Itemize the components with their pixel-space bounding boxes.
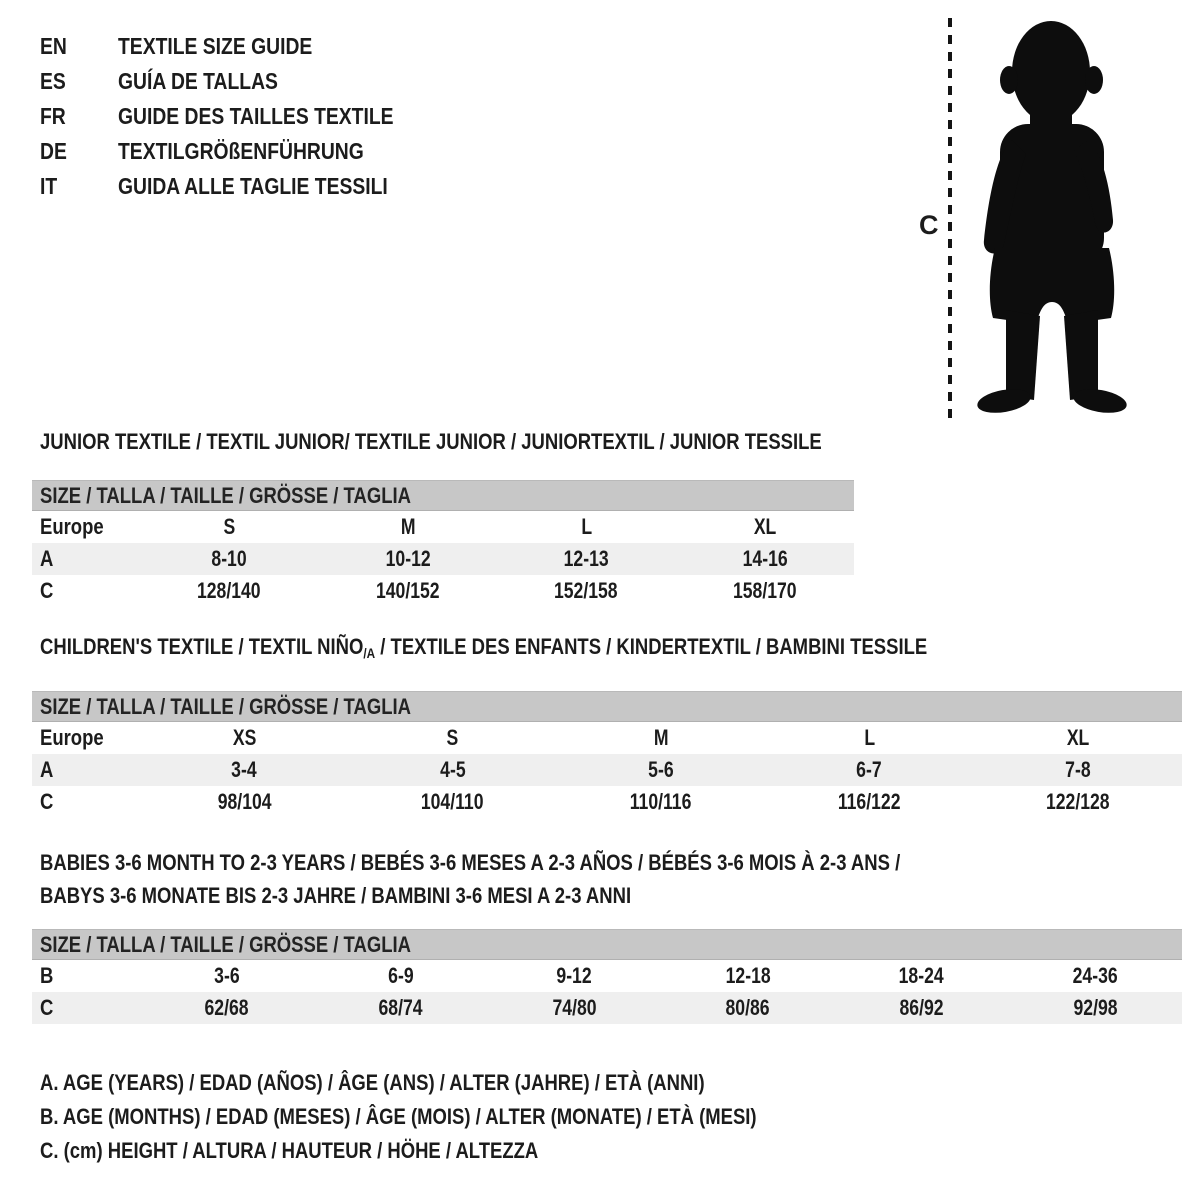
size-value-cell: 7-8 bbox=[1065, 757, 1091, 782]
size-value-cell: 6-9 bbox=[387, 963, 414, 988]
measurement-legend bbox=[40, 1066, 893, 1168]
legend-line-c: C. (cm) HEIGHT / ALTURA / HAUTEUR / HÖHE / ALTEZZA bbox=[40, 1138, 539, 1163]
table-row-c bbox=[32, 786, 1182, 818]
size-value-cell: 4-5 bbox=[439, 757, 466, 782]
size-value-cell: 158/170 bbox=[732, 578, 797, 603]
size-value-cell: 24-36 bbox=[1072, 963, 1118, 988]
table-row-europe bbox=[32, 722, 1182, 755]
size-value-cell: L bbox=[580, 514, 592, 539]
size-value-cell: S bbox=[446, 725, 459, 750]
babies-heading-line2: BABYS 3-6 MONATE BIS 2-3 JAHRE / BAMBINI 3-6 MESI A 2-3 ANNI bbox=[40, 883, 632, 908]
size-value-cell: 12-18 bbox=[725, 963, 771, 988]
size-header-bar: SIZE / TALLA / TAILLE / GRÖSSE / TAGLIA bbox=[32, 481, 854, 511]
legend-line-a: A. AGE (YEARS) / EDAD (AÑOS) / ÂGE (ANS) / ALTER (JAHRE) / ETÀ (ANNI) bbox=[40, 1070, 705, 1095]
size-value-cell: 62/68 bbox=[204, 995, 249, 1020]
language-title: TEXTILE SIZE GUIDE bbox=[118, 33, 313, 59]
row-label: C bbox=[40, 578, 54, 603]
language-title-block bbox=[40, 29, 446, 204]
language-row-fr bbox=[40, 99, 446, 134]
row-label: A bbox=[40, 757, 54, 782]
size-value-cell: 86/92 bbox=[899, 995, 944, 1020]
junior-section-heading: JUNIOR TEXTILE / TEXTIL JUNIOR/ TEXTILE JUNIOR / JUNIORTEXTIL / JUNIOR TESSILE bbox=[40, 429, 822, 454]
language-code: ES bbox=[40, 68, 66, 94]
size-value-cell: 74/80 bbox=[552, 995, 597, 1020]
language-title: GUIDA ALLE TAGLIE TESSILI bbox=[118, 173, 388, 199]
table-row-europe bbox=[32, 511, 854, 544]
table-row-a bbox=[32, 754, 1182, 786]
babies-section-heading bbox=[40, 846, 1064, 912]
size-value-cell: 3-6 bbox=[214, 963, 240, 988]
size-value-cell: 128/140 bbox=[197, 578, 262, 603]
size-value-cell: 12-13 bbox=[563, 546, 609, 571]
size-value-cell: 98/104 bbox=[217, 789, 272, 814]
language-row-en bbox=[40, 29, 446, 64]
size-value-cell: S bbox=[223, 514, 236, 539]
junior-size-table bbox=[32, 480, 854, 607]
table-header-bar-row bbox=[32, 692, 1182, 722]
size-value-cell: XS bbox=[232, 725, 256, 750]
row-label: Europe bbox=[40, 514, 104, 539]
row-label: B bbox=[40, 963, 54, 988]
size-value-cell: M bbox=[653, 725, 669, 750]
language-code: FR bbox=[40, 103, 66, 129]
legend-line-b: B. AGE (MONTHS) / EDAD (MESES) / ÂGE (MOIS) / ALTER (MONATE) / ETÀ (MESI) bbox=[40, 1104, 757, 1129]
row-label: A bbox=[40, 546, 54, 571]
language-title: GUIDE DES TAILLES TEXTILE bbox=[118, 103, 394, 129]
language-row-it bbox=[40, 169, 446, 204]
babies-heading-line1: BABIES 3-6 MONTH TO 2-3 YEARS / BEBÉS 3-6 MESES A 2-3 AÑOS / BÉBÉS 3-6 MOIS À 2-3 ANS / bbox=[40, 850, 901, 875]
size-value-cell: 110/116 bbox=[630, 789, 692, 814]
table-header-bar-row bbox=[32, 930, 1182, 960]
size-value-cell: 140/152 bbox=[375, 578, 440, 603]
size-header-bar: SIZE / TALLA / TAILLE / GRÖSSE / TAGLIA bbox=[32, 692, 1182, 722]
language-row-de bbox=[40, 134, 446, 169]
language-row-es bbox=[40, 64, 446, 99]
table-row-b bbox=[32, 960, 1182, 993]
size-value-cell: 92/98 bbox=[1073, 995, 1118, 1020]
table-header-bar-row bbox=[32, 481, 854, 511]
size-value-cell: 6-7 bbox=[856, 757, 883, 782]
size-value-cell: 122/128 bbox=[1045, 789, 1110, 814]
nino-a-subscript: /A bbox=[363, 645, 376, 661]
size-value-cell: 18-24 bbox=[898, 963, 944, 988]
language-title: TEXTILGRÖßENFÜHRUNG bbox=[118, 138, 364, 164]
size-header-bar: SIZE / TALLA / TAILLE / GRÖSSE / TAGLIA bbox=[32, 930, 1182, 960]
language-code: DE bbox=[40, 138, 67, 164]
size-value-cell: L bbox=[863, 725, 875, 750]
size-value-cell: 116/122 bbox=[838, 789, 901, 814]
toddler-silhouette-icon bbox=[964, 18, 1134, 418]
size-value-cell: 104/110 bbox=[421, 789, 484, 814]
size-value-cell: 3-4 bbox=[231, 757, 257, 782]
size-value-cell: M bbox=[400, 514, 416, 539]
size-value-cell: 14-16 bbox=[742, 546, 788, 571]
language-title: GUÍA DE TALLAS bbox=[118, 68, 278, 94]
babies-size-table bbox=[32, 929, 1182, 1024]
size-value-cell: 5-6 bbox=[648, 757, 674, 782]
size-value-cell: XL bbox=[1066, 725, 1090, 750]
size-value-cell: 9-12 bbox=[556, 963, 592, 988]
table-row-a bbox=[32, 543, 854, 575]
row-label: Europe bbox=[40, 725, 104, 750]
size-value-cell: 68/74 bbox=[378, 995, 423, 1020]
language-code: EN bbox=[40, 33, 67, 59]
table-row-c bbox=[32, 575, 854, 607]
size-value-cell: 8-10 bbox=[211, 546, 247, 571]
size-value-cell: 152/158 bbox=[554, 578, 619, 603]
height-dashed-line-icon bbox=[946, 18, 954, 418]
children-size-table bbox=[32, 691, 1182, 818]
size-value-cell: 10-12 bbox=[385, 546, 431, 571]
size-value-cell: XL bbox=[753, 514, 776, 539]
children-section-heading: CHILDREN'S TEXTILE / TEXTIL $NIÑO_{/A}$ / TEXTILE DES ENFANTS / KINDERTEXTIL / BAMBINI TESSILE bbox=[40, 634, 928, 661]
table-row-c bbox=[32, 992, 1182, 1024]
row-label: C bbox=[40, 995, 54, 1020]
measure-c-label: C bbox=[919, 210, 939, 240]
language-code: IT bbox=[40, 173, 58, 199]
baby-height-figure bbox=[900, 16, 1200, 426]
row-label: C bbox=[40, 789, 54, 814]
size-value-cell: 80/86 bbox=[725, 995, 770, 1020]
